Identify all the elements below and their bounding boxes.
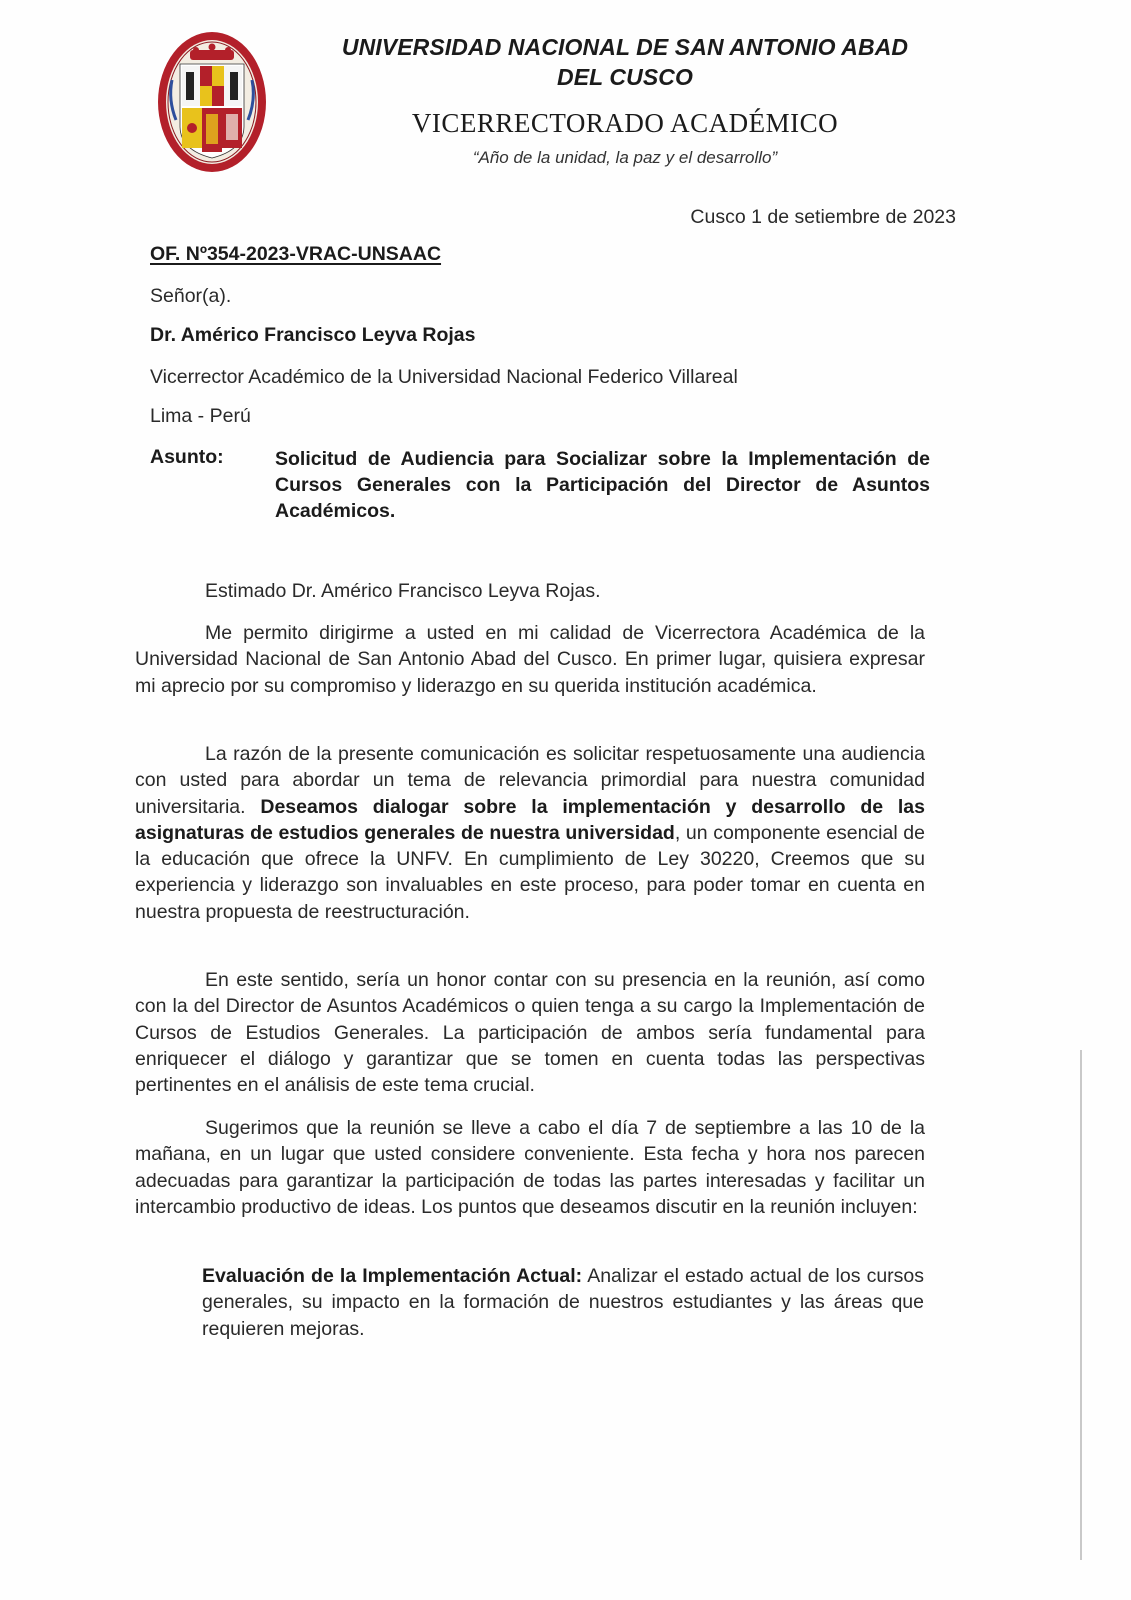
paragraph-2-highlight: Deseamos dialogar sobre la implementación y desarrollo de las asignaturas de estudios generales de nuestra universidad	[135, 795, 925, 844]
office-reference-number: OF. Nº354-2023-VRAC-UNSAAC	[150, 243, 442, 265]
paragraph-4	[135, 1115, 925, 1220]
university-name-line1: UNIVERSIDAD NACIONAL DE SAN ANTONIO ABAD	[341, 34, 909, 60]
university-name-line2: DEL CUSCO	[557, 64, 693, 90]
paragraph-1-text: Me permito dirigirme a usted en mi calidad de Vicerrectora Académica de la Universidad Nacional de San Antonio Abad del Cusco. En primer lugar, quisiera expresar mi aprecio por su compromiso y liderazgo en su querida institución académica.	[135, 622, 925, 697]
discussion-point-title: Evaluación de la Implementación Actual:	[202, 1265, 583, 1287]
office-title: VICERRECTORADO ACADÉMICO	[411, 108, 839, 138]
subject-label: Asunto:	[150, 446, 224, 468]
scan-edge-line	[1080, 1050, 1082, 1560]
paragraph-4-text: Sugerimos que la reunión se lleve a cabo el día 7 de septiembre a las 10 de la mañana, en un lugar que usted considere conveniente. Esta fecha y hora nos parecen adecuadas para garantizar la participación de todas las partes interesadas y facilitar un intercambio productivo de ideas. Los puntos que deseamos discutir en la reunión incluyen:	[135, 1117, 925, 1218]
paragraph-1	[135, 620, 925, 699]
letterhead	[300, 32, 950, 170]
subject-text: Solicitud de Audiencia para Socializar sobre la Implementación de Cursos Generales con la Participación del Director de Asuntos Académicos.	[275, 448, 930, 522]
paragraph-2-rest: , un componente esencial de la educación que ofrece la UNFV. En cumplimiento de Ley 30220, Creemos que su experiencia y liderazgo son invaluables en este proceso, para poder tomar en cuenta en nuestra propuesta de reestructuración.	[135, 821, 926, 923]
recipient-role: Vicerrector Académico de la Universidad Nacional Federico Villareal	[150, 366, 738, 388]
university-crest-icon	[156, 30, 268, 175]
letter-date: Cusco 1 de setiembre de 2023	[690, 206, 956, 228]
recipient-name: Dr. Américo Francisco Leyva Rojas	[150, 324, 476, 346]
paragraph-3-text: En este sentido, sería un honor contar con su presencia en la reunión, así como con la del Director de Asuntos Académicos o quien tenga a su cargo la Implementación de Cursos de Estudios Generales. La participación de ambos sería fundamental para enriquecer el diálogo y garantizar que se tomen en cuenta todas las perspectivas pertinentes en el análisis de este tema crucial.	[135, 969, 925, 1097]
discussion-point-text: Analizar el estado actual de los cursos generales, su impacto en la formación de nuestros estudiantes y las áreas que requieren mejoras.	[202, 1265, 925, 1340]
salutation-title: Señor(a).	[150, 285, 232, 307]
greeting: Estimado Dr. Américo Francisco Leyva Rojas.	[205, 580, 601, 602]
year-motto: “Año de la unidad, la paz y el desarrollo”	[472, 148, 778, 167]
recipient-place: Lima - Perú	[150, 405, 251, 427]
discussion-point	[202, 1263, 924, 1342]
paragraph-3	[135, 967, 925, 1098]
paragraph-2	[135, 741, 925, 925]
paragraph-2-intro: La razón de la presente comunicación es solicitar respetuosamente una audiencia con usted para abordar un tema de relevancia primordial para nuestra comunidad universitaria.	[135, 743, 925, 818]
